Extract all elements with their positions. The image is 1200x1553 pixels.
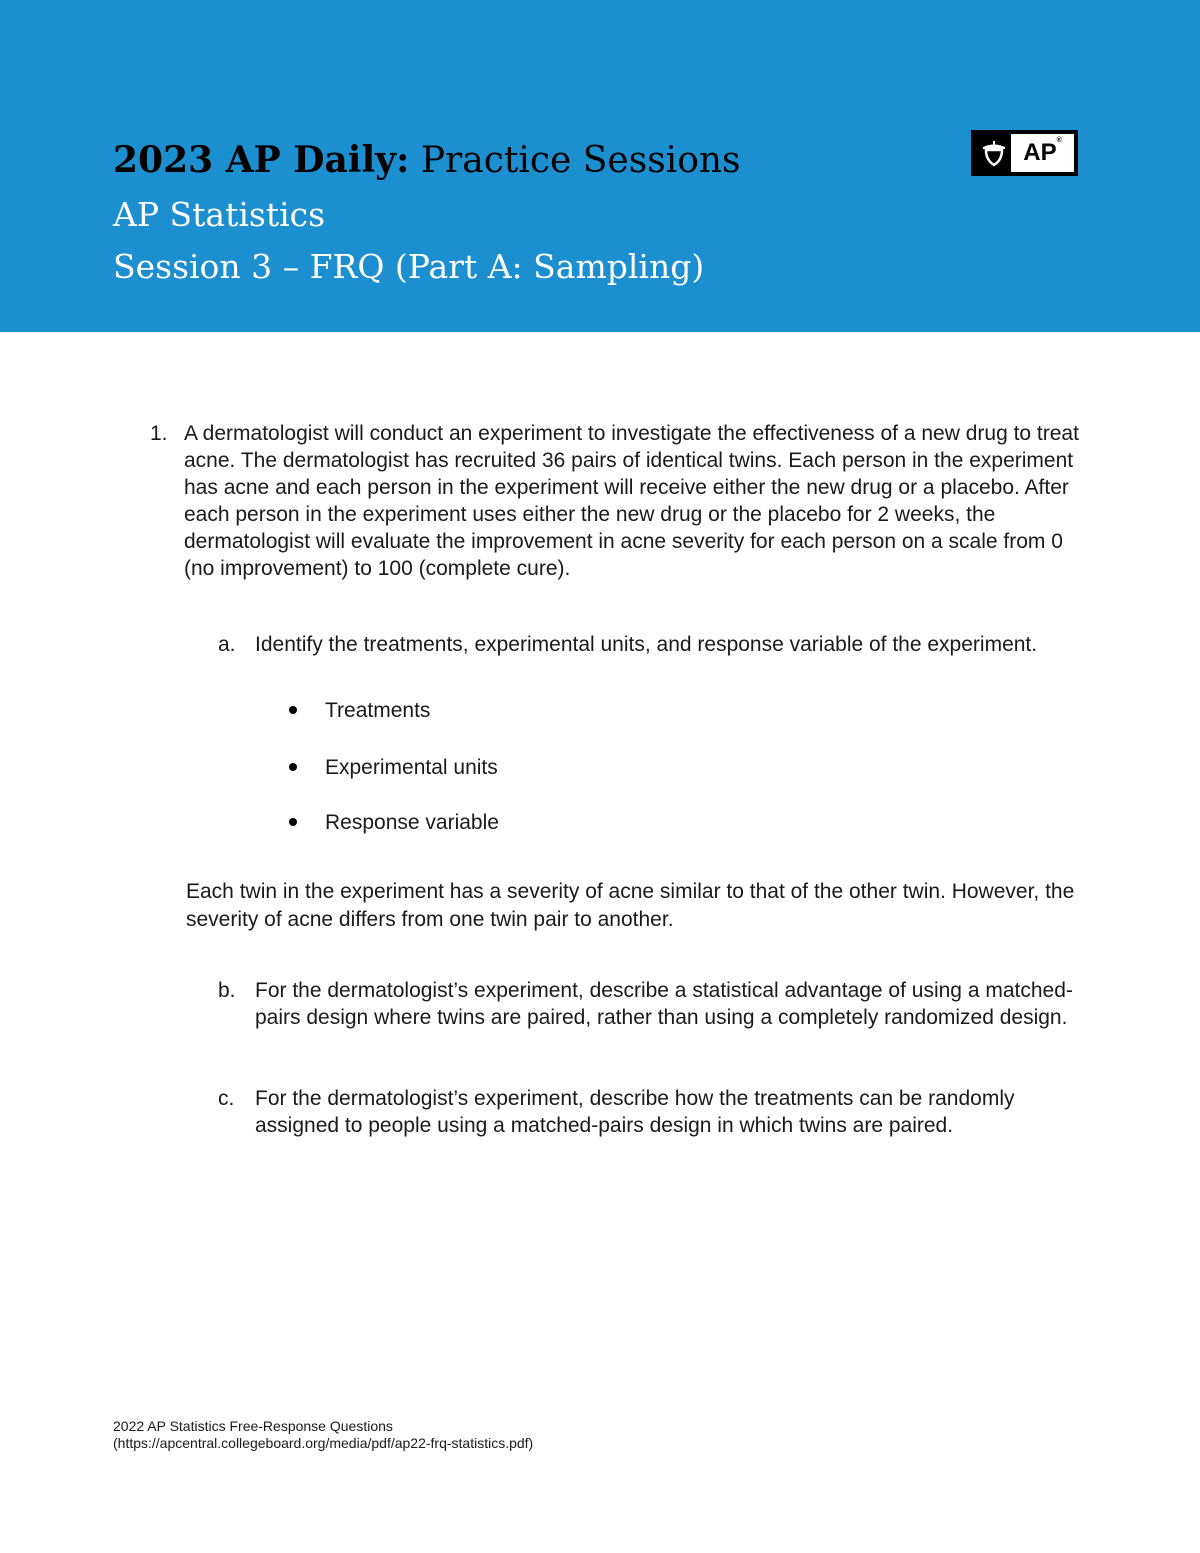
- bullet-treatments: Treatments: [325, 699, 431, 722]
- footer-citation: [113, 1418, 533, 1452]
- context-paragraph: Each twin in the experiment has a severity of acne similar to that of the other twin. However, the severity of acne differs from one twin pair to another.: [186, 880, 1075, 931]
- part-c-letter: c.: [218, 1087, 235, 1110]
- registered-mark: ®: [1056, 137, 1062, 144]
- part-c-text: For the dermatologist’s experiment, describe how the treatments can be randomly assigned to people using a matched-pairs design in which twins are paired.: [255, 1087, 1015, 1137]
- part-a-text: Identify the treatments, experimental units, and response variable of the experiment.: [255, 633, 1038, 656]
- ap-wordmark-text: AP: [1023, 139, 1057, 166]
- question-text: A dermatologist will conduct an experiment to investigate the effectiveness of a new drug to treat acne. The dermatologist has recruited 36 pairs of identical twins. Each person in the experiment has acne and each person in the experiment will receive either the new drug or a placebo. After each person in the experiment uses either the new drug or the placebo for 2 weeks, the dermatologist will evaluate the improvement in acne severity for each person on a scale from 0 (no improvement) to 100 (complete cure).: [184, 422, 1079, 580]
- title-rest: Practice Sessions: [409, 140, 741, 181]
- ap-wordmark: [1011, 134, 1074, 172]
- bullet-icon: [289, 818, 297, 826]
- bullet-response-variable: Response variable: [325, 811, 499, 834]
- title-bold: 2023 AP Daily:: [113, 139, 410, 181]
- part-b-letter: b.: [218, 979, 236, 1002]
- acorn-icon: [979, 138, 1009, 168]
- part-b-text: For the dermatologist’s experiment, describe a statistical advantage of using a matched-pairs design where twins are paired, rather than using a completely randomized design.: [255, 979, 1073, 1029]
- session-subtitle: Session 3 – FRQ (Part A: Sampling): [113, 247, 705, 286]
- bullet-experimental-units: Experimental units: [325, 756, 498, 779]
- course-subtitle: AP Statistics: [113, 195, 326, 234]
- header-banner: [0, 0, 1200, 332]
- page-title: [113, 134, 741, 187]
- ap-logo: [971, 130, 1078, 176]
- footer-source-title: 2022 AP Statistics Free-Response Questions: [113, 1418, 393, 1434]
- footer-source-url: (https://apcentral.collegeboard.org/media/pdf/ap22-frq-statistics.pdf): [113, 1435, 534, 1451]
- bullet-icon: [289, 706, 297, 714]
- part-a-letter: a.: [218, 633, 236, 656]
- question-number: 1.: [150, 422, 168, 445]
- bullet-icon: [289, 763, 297, 771]
